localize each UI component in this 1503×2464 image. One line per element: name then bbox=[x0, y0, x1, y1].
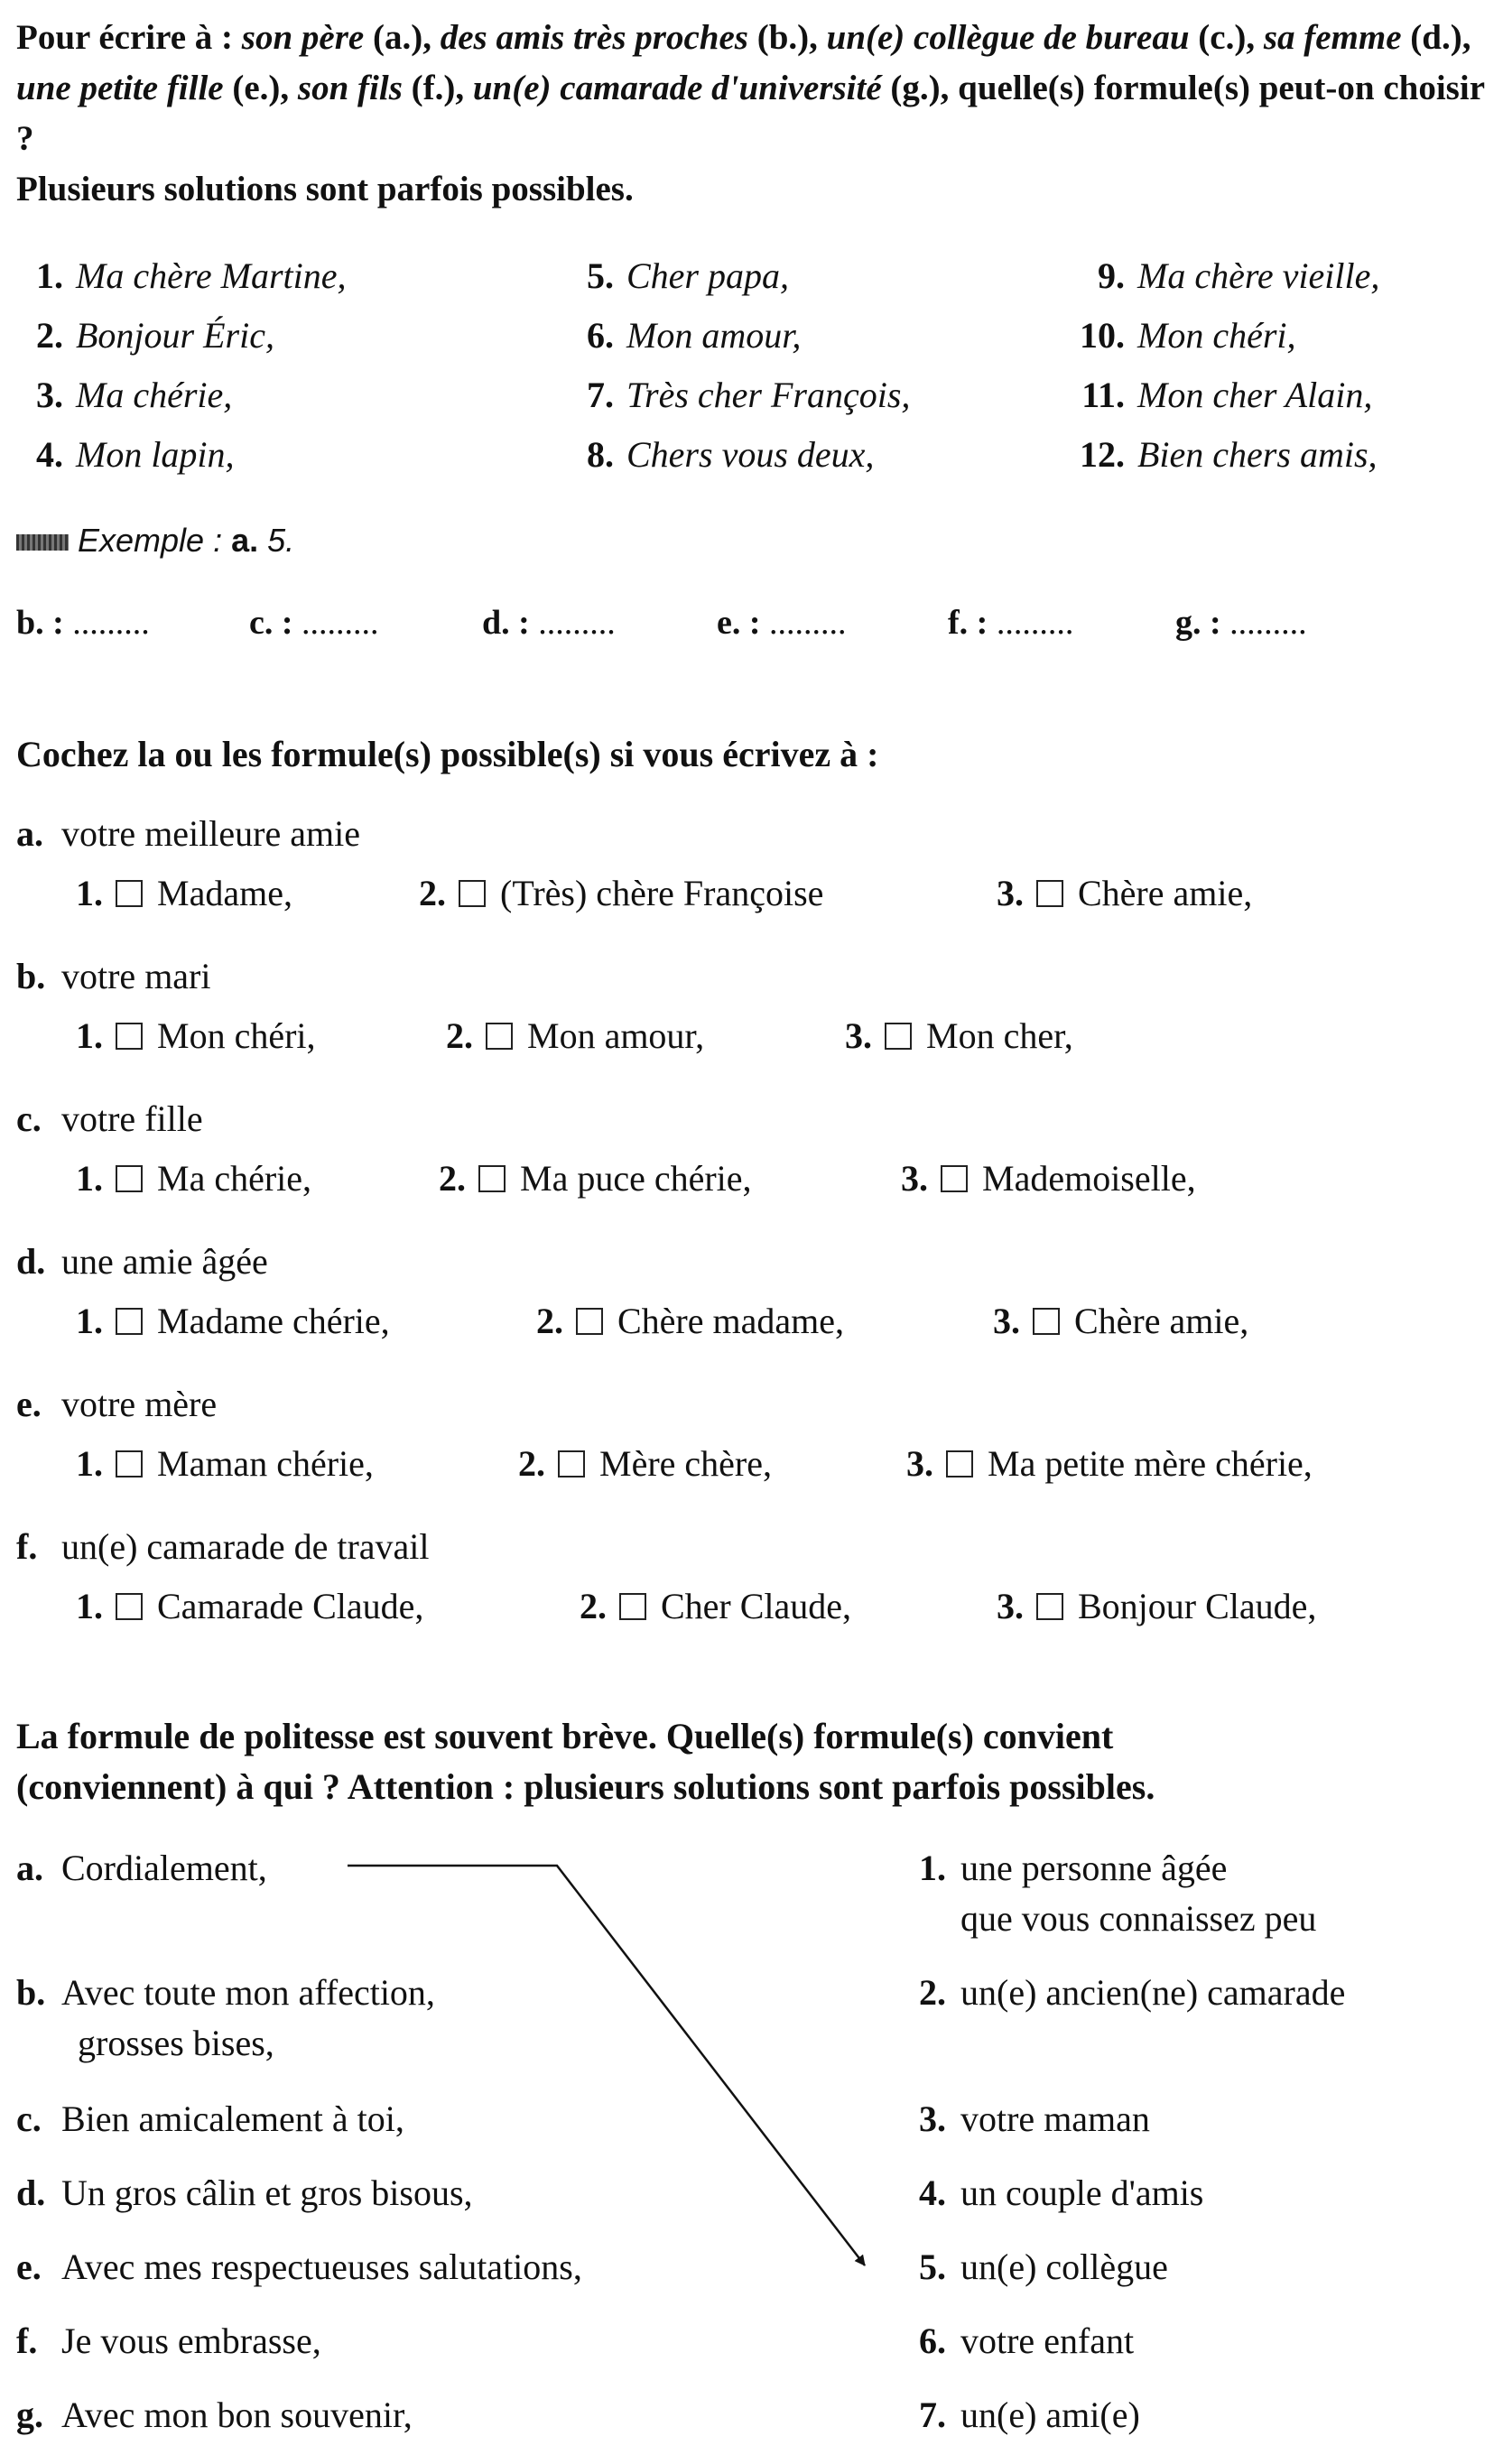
recipient-item bbox=[892, 2094, 1150, 2144]
option-label: Mère chère, bbox=[599, 1443, 772, 1484]
instruction-line: Pour écrire à : son père (a.), des amis très proches (b.), un(e) collègue de bureau (c.), sa femme (d.), une petite fille (e.), son fils (f.), un(e) camarade d'université (g.), quelle(s) formule(s) peut-on choisir ? bbox=[16, 18, 1485, 158]
recipient-number: 7. bbox=[919, 2395, 946, 2435]
closing-text: Un gros câlin et gros bisous, bbox=[61, 2172, 473, 2213]
closing-text: Avec mon bon souvenir, bbox=[61, 2395, 413, 2435]
closing-text: grosses bises, bbox=[78, 2023, 274, 2063]
recipient-g: un(e) camarade d'université bbox=[472, 69, 882, 107]
option-number: 1. bbox=[76, 873, 103, 913]
checkbox[interactable] bbox=[116, 880, 143, 907]
instruction-prefix: Pour écrire à : bbox=[16, 18, 242, 57]
closing-text: Cordialement, bbox=[61, 1848, 267, 1888]
greeting-item bbox=[1053, 314, 1296, 357]
recipient-text: un(e) collègue bbox=[960, 2246, 1168, 2287]
greeting-number: 2. bbox=[36, 315, 63, 356]
question-title bbox=[16, 812, 360, 855]
answer-blank[interactable]: ......... bbox=[1229, 604, 1307, 642]
example-label: Exemple : bbox=[78, 522, 223, 559]
greeting-number: 4. bbox=[36, 434, 63, 475]
greeting-text: Bonjour Éric, bbox=[76, 315, 274, 356]
question-title bbox=[16, 1383, 217, 1425]
recipient-text: un(e) ami(e) bbox=[960, 2395, 1140, 2435]
option[interactable] bbox=[76, 1585, 423, 1627]
closing-letter: a. bbox=[16, 1848, 43, 1888]
recipient-d: sa femme bbox=[1263, 18, 1402, 57]
option[interactable] bbox=[76, 872, 292, 914]
answer-blank[interactable]: ......... bbox=[996, 604, 1074, 642]
greeting-item bbox=[567, 433, 874, 476]
option-number: 3. bbox=[997, 873, 1024, 913]
greeting-text: Bien chers amis, bbox=[1137, 434, 1378, 475]
option-label: Chère amie, bbox=[1078, 873, 1253, 913]
recipient-code: (c.) bbox=[1198, 18, 1247, 57]
recipient-item bbox=[892, 1968, 1345, 2018]
answer-blank[interactable]: ......... bbox=[72, 604, 150, 642]
greeting-item bbox=[1053, 433, 1378, 476]
greeting-text: Ma chère Martine, bbox=[76, 255, 347, 296]
question-text: un(e) camarade de travail bbox=[61, 1526, 430, 1567]
checkbox[interactable] bbox=[885, 1023, 912, 1050]
recipient-number: 1. bbox=[919, 1848, 946, 1888]
recipient-code: (a.) bbox=[372, 18, 423, 57]
recipient-a: son père bbox=[241, 18, 365, 57]
option-number: 1. bbox=[76, 1443, 103, 1484]
exercise3-heading bbox=[16, 1711, 1155, 1812]
question-letter: d. bbox=[16, 1241, 46, 1282]
option-number: 2. bbox=[536, 1301, 563, 1341]
question-letter: e. bbox=[16, 1384, 42, 1424]
recipient-text: votre maman bbox=[960, 2098, 1150, 2139]
recipient-text: une personne âgée bbox=[960, 1848, 1228, 1888]
greeting-item bbox=[567, 374, 910, 416]
closing-letter: f. bbox=[16, 2320, 38, 2361]
question-text: votre fille bbox=[61, 1098, 203, 1139]
closing-item bbox=[16, 2390, 413, 2441]
greeting-text: Mon lapin, bbox=[76, 434, 235, 475]
option-number: 2. bbox=[518, 1443, 545, 1484]
checkbox[interactable] bbox=[459, 880, 486, 907]
option-label: Mademoiselle, bbox=[982, 1158, 1196, 1199]
checkbox[interactable] bbox=[619, 1593, 646, 1620]
closing-letter: c. bbox=[16, 2098, 42, 2139]
recipient-code: (e.) bbox=[232, 69, 281, 107]
recipient-code: (f.) bbox=[411, 69, 456, 107]
answer-label: g. : bbox=[1175, 604, 1221, 642]
option[interactable] bbox=[439, 1157, 752, 1200]
recipient-item bbox=[892, 2242, 1168, 2293]
answer-field[interactable] bbox=[249, 603, 379, 643]
option-number: 1. bbox=[76, 1586, 103, 1626]
checkbox[interactable] bbox=[1036, 1593, 1063, 1620]
option-label: Ma petite mère chérie, bbox=[988, 1443, 1313, 1484]
option[interactable] bbox=[419, 872, 823, 914]
greeting-text: Ma chère vieille, bbox=[1137, 255, 1380, 296]
answer-field[interactable] bbox=[16, 603, 150, 643]
checkbox[interactable] bbox=[116, 1308, 143, 1335]
greeting-number: 1. bbox=[36, 255, 63, 296]
option[interactable] bbox=[536, 1300, 844, 1342]
recipient-number: 6. bbox=[919, 2320, 946, 2361]
exercise2-heading: Cochez la ou les formule(s) possible(s) si vous écrivez à : bbox=[16, 734, 879, 774]
recipient-text: que vous connaissez peu bbox=[960, 1898, 1317, 1939]
option-label: Ma chérie, bbox=[157, 1158, 312, 1199]
answer-field[interactable] bbox=[948, 603, 1073, 643]
closing-item bbox=[16, 2094, 404, 2144]
option-number: 3. bbox=[906, 1443, 933, 1484]
answer-field[interactable] bbox=[482, 603, 616, 643]
closing-letter: e. bbox=[16, 2246, 42, 2287]
recipient-text: un couple d'amis bbox=[960, 2172, 1204, 2213]
option[interactable] bbox=[446, 1014, 704, 1057]
heading-line: (conviennent) à qui ? Attention : plusieurs solutions sont parfois possibles. bbox=[16, 1766, 1155, 1807]
greeting-text: Mon amour, bbox=[626, 315, 802, 356]
option-number: 3. bbox=[993, 1301, 1020, 1341]
greeting-number: 11. bbox=[1081, 375, 1125, 415]
greeting-text: Ma chérie, bbox=[76, 375, 233, 415]
recipient-number: 3. bbox=[919, 2098, 946, 2139]
greeting-text: Chers vous deux, bbox=[626, 434, 875, 475]
option-label: Mon chéri, bbox=[157, 1015, 316, 1056]
option[interactable] bbox=[997, 872, 1252, 914]
option[interactable] bbox=[76, 1014, 316, 1057]
closing-text: Avec mes respectueuses salutations, bbox=[61, 2246, 582, 2287]
recipient-e: une petite fille bbox=[16, 69, 224, 107]
heading-line: La formule de politesse est souvent brève. Quelle(s) formule(s) convient bbox=[16, 1716, 1114, 1756]
checkbox[interactable] bbox=[116, 1450, 143, 1477]
checkbox[interactable] bbox=[116, 1165, 143, 1192]
greeting-number: 5. bbox=[587, 255, 614, 296]
closing-item bbox=[16, 2168, 473, 2219]
answer-field[interactable] bbox=[1175, 603, 1307, 643]
greeting-item bbox=[16, 314, 274, 357]
option[interactable] bbox=[580, 1585, 851, 1627]
answer-label: e. : bbox=[717, 604, 761, 642]
question-letter: b. bbox=[16, 956, 46, 996]
answer-blank[interactable]: ......... bbox=[302, 604, 379, 642]
checkbox[interactable] bbox=[558, 1450, 585, 1477]
greeting-number: 9. bbox=[1098, 255, 1125, 296]
checkbox[interactable] bbox=[116, 1023, 143, 1050]
question-title bbox=[16, 1098, 203, 1140]
recipient-item bbox=[892, 2168, 1203, 2219]
recipient-code: (d.) bbox=[1410, 18, 1462, 57]
instruction-question: , quelle(s) formule(s) peut-on choisir ? bbox=[16, 69, 1485, 158]
answer-field[interactable] bbox=[717, 603, 847, 643]
option-label: Madame, bbox=[157, 873, 292, 913]
option-number: 2. bbox=[419, 873, 446, 913]
option[interactable] bbox=[76, 1442, 374, 1485]
checkbox[interactable] bbox=[486, 1023, 513, 1050]
recipient-b: des amis très proches bbox=[440, 18, 748, 57]
answer-label: f. : bbox=[948, 604, 988, 642]
option-label: Maman chérie, bbox=[157, 1443, 374, 1484]
question-letter: f. bbox=[16, 1526, 38, 1567]
option-number: 2. bbox=[439, 1158, 466, 1199]
recipient-c: un(e) collègue de bureau bbox=[826, 18, 1190, 57]
option-number: 2. bbox=[446, 1015, 473, 1056]
example-line bbox=[16, 522, 294, 560]
option[interactable] bbox=[76, 1157, 311, 1200]
recipient-text: votre enfant bbox=[960, 2320, 1135, 2361]
greeting-number: 12. bbox=[1080, 434, 1125, 475]
option-number: 3. bbox=[997, 1586, 1024, 1626]
closing-item bbox=[16, 1843, 267, 1894]
option-label: (Très) chère Françoise bbox=[500, 873, 824, 913]
checkbox[interactable] bbox=[116, 1593, 143, 1620]
option-number: 1. bbox=[76, 1158, 103, 1199]
option[interactable] bbox=[906, 1442, 1313, 1485]
closing-letter: b. bbox=[16, 1972, 46, 2013]
option-label: Chère madame, bbox=[617, 1301, 844, 1341]
option-number: 3. bbox=[845, 1015, 872, 1056]
question-title bbox=[16, 955, 211, 997]
question-text: une amie âgée bbox=[61, 1241, 268, 1282]
instruction-note: Plusieurs solutions sont parfois possibles. bbox=[16, 170, 634, 208]
recipient-item bbox=[892, 2316, 1134, 2367]
option-number: 1. bbox=[76, 1015, 103, 1056]
option-number: 2. bbox=[580, 1586, 607, 1626]
recipient-number: 2. bbox=[919, 1972, 946, 2013]
greeting-item bbox=[16, 374, 232, 416]
option[interactable] bbox=[993, 1300, 1248, 1342]
option-number: 3. bbox=[901, 1158, 928, 1199]
closing-text: Bien amicalement à toi, bbox=[61, 2098, 404, 2139]
option[interactable] bbox=[845, 1014, 1073, 1057]
closing-item bbox=[16, 2242, 582, 2293]
question-title bbox=[16, 1525, 430, 1568]
recipient-item bbox=[892, 2390, 1140, 2441]
greeting-item bbox=[1053, 255, 1379, 297]
closing-text: Je vous embrasse, bbox=[61, 2320, 321, 2361]
question-letter: c. bbox=[16, 1098, 42, 1139]
greeting-text: Mon chéri, bbox=[1137, 315, 1296, 356]
checkbox[interactable] bbox=[478, 1165, 506, 1192]
question-title bbox=[16, 1240, 268, 1283]
checkbox[interactable] bbox=[576, 1308, 603, 1335]
recipient-number: 5. bbox=[919, 2246, 946, 2287]
closing-letter: d. bbox=[16, 2172, 46, 2213]
closing-letter: g. bbox=[16, 2395, 43, 2435]
greeting-number: 10. bbox=[1080, 315, 1125, 356]
greeting-item bbox=[567, 255, 789, 297]
checkbox[interactable] bbox=[1036, 880, 1063, 907]
example-letter: a. bbox=[231, 522, 259, 559]
option-label: Mon amour, bbox=[527, 1015, 705, 1056]
option-number: 1. bbox=[76, 1301, 103, 1341]
recipient-number: 4. bbox=[919, 2172, 946, 2213]
closing-text: Avec toute mon affection, bbox=[61, 1972, 435, 2013]
option[interactable] bbox=[901, 1157, 1196, 1200]
checkbox[interactable] bbox=[941, 1165, 968, 1192]
greeting-text: Très cher François, bbox=[626, 375, 911, 415]
greeting-text: Mon cher Alain, bbox=[1137, 375, 1373, 415]
question-text: votre meilleure amie bbox=[61, 813, 360, 854]
greeting-number: 7. bbox=[587, 375, 614, 415]
greeting-item bbox=[1053, 374, 1372, 416]
greeting-number: 3. bbox=[36, 375, 63, 415]
closing-item bbox=[16, 2316, 321, 2367]
option-label: Ma puce chérie, bbox=[520, 1158, 752, 1199]
checkbox[interactable] bbox=[946, 1450, 973, 1477]
example-answer: 5. bbox=[267, 522, 295, 559]
greeting-item bbox=[16, 433, 235, 476]
closing-item bbox=[16, 1968, 435, 2069]
recipient-text: un(e) ancien(ne) camarade bbox=[960, 1972, 1346, 2013]
question-text: votre mari bbox=[61, 956, 211, 996]
answer-blank[interactable]: ......... bbox=[769, 604, 847, 642]
answer-label: b. : bbox=[16, 604, 64, 642]
greeting-item bbox=[16, 255, 347, 297]
checkbox[interactable] bbox=[1033, 1308, 1060, 1335]
option-label: Cher Claude, bbox=[661, 1586, 852, 1626]
option[interactable] bbox=[518, 1442, 772, 1485]
greeting-number: 6. bbox=[587, 315, 614, 356]
recipient-code: (b.) bbox=[756, 18, 810, 57]
option-label: Camarade Claude, bbox=[157, 1586, 424, 1626]
greeting-number: 8. bbox=[587, 434, 614, 475]
option[interactable] bbox=[76, 1300, 390, 1342]
exercise1-instruction bbox=[16, 13, 1488, 215]
answer-label: c. : bbox=[249, 604, 293, 642]
option[interactable] bbox=[997, 1585, 1316, 1627]
question-letter: a. bbox=[16, 813, 43, 854]
option-label: Mon cher, bbox=[926, 1015, 1073, 1056]
option-label: Bonjour Claude, bbox=[1078, 1586, 1317, 1626]
greeting-text: Cher papa, bbox=[626, 255, 789, 296]
recipient-code: (g.) bbox=[890, 69, 941, 107]
option-label: Madame chérie, bbox=[157, 1301, 390, 1341]
greeting-item bbox=[567, 314, 801, 357]
answer-label: d. : bbox=[482, 604, 530, 642]
question-text: votre mère bbox=[61, 1384, 218, 1424]
recipient-item bbox=[892, 1843, 1316, 1944]
answer-blank[interactable]: ......... bbox=[538, 604, 616, 642]
example-marker-icon bbox=[16, 534, 69, 551]
recipient-f: son fils bbox=[297, 69, 403, 107]
option-label: Chère amie, bbox=[1074, 1301, 1249, 1341]
